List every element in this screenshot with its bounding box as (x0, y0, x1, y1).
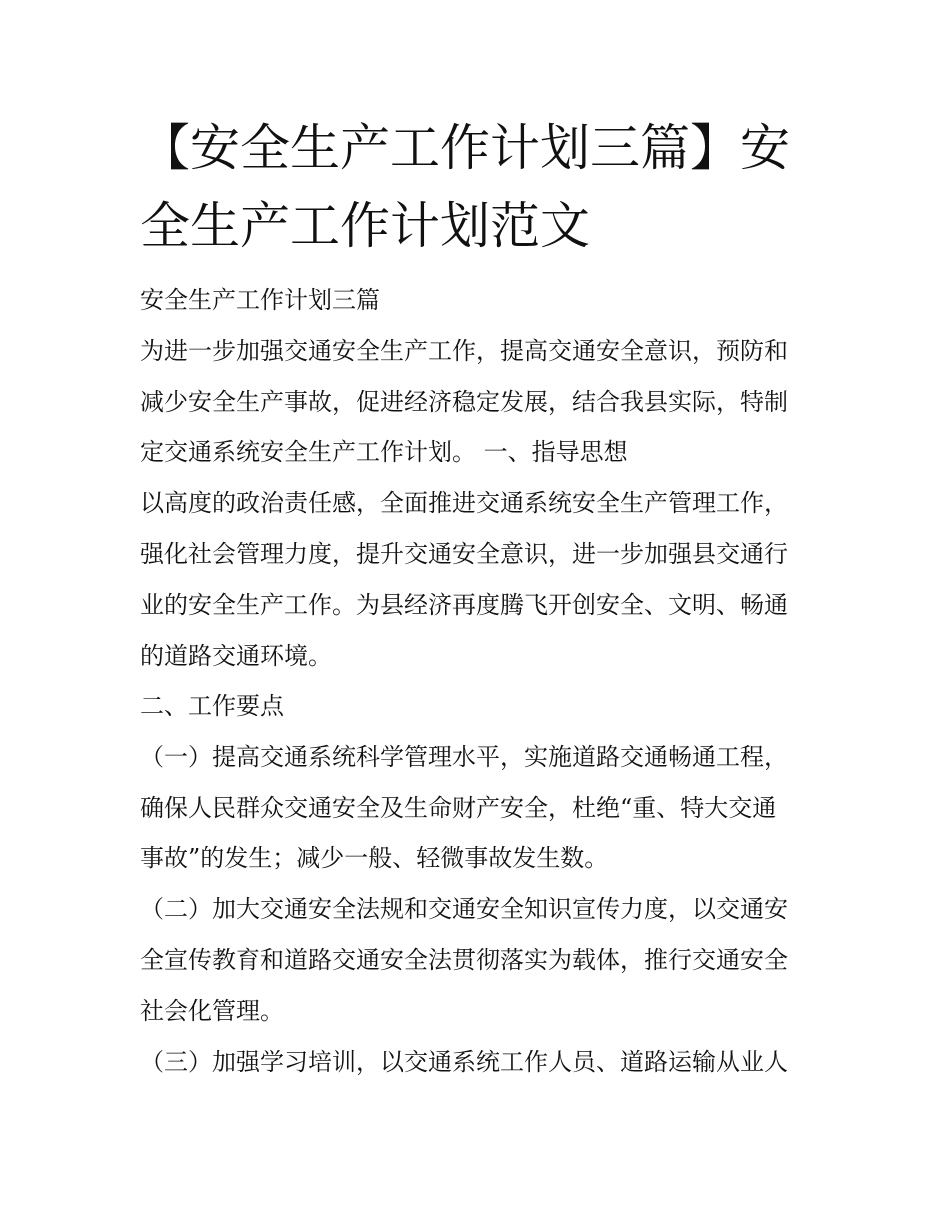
paragraph-line: （二）加大交通安全法规和交通安全知识宣传力度，以交通安 (140, 895, 788, 923)
paragraph-line: 减少安全生产事故，促进经济稳定发展，结合我县实际，特制 (140, 388, 788, 416)
paragraph-line: 为进一步加强交通安全生产工作，提高交通安全意识，预防和 (140, 337, 788, 365)
paragraph-line: 全宣传教育和道路交通安全法贯彻落实为载体，推行交通安全 (140, 946, 788, 974)
paragraph-line: 社会化管理。 (140, 997, 284, 1025)
document-title-line-1: 【安全生产工作计划三篇】安 (140, 119, 790, 177)
paragraph-line: （三）加强学习培训，以交通系统工作人员、道路运输从业人 (140, 1048, 788, 1076)
paragraph-line: 定交通系统安全生产工作计划。 一、指导思想 (140, 438, 628, 466)
section-heading: 二、工作要点 (140, 692, 284, 720)
paragraph-line: 业的安全生产工作。为县经济再度腾飞开创安全、文明、畅通 (140, 591, 788, 619)
paragraph-line: 事故”的发生；减少一般、轻微事故发生数。 (140, 844, 609, 872)
paragraph-line: 强化社会管理力度，提升交通安全意识，进一步加强县交通行 (140, 540, 788, 568)
paragraph-line: 确保人民群众交通安全及生命财产安全，杜绝“重、特大交通 (140, 794, 777, 822)
paragraph-line: 以高度的政治责任感，全面推进交通系统安全生产管理工作， (140, 489, 788, 517)
document-title-line-2: 全生产工作计划范文 (140, 197, 590, 255)
subtitle: 安全生产工作计划三篇 (140, 286, 380, 314)
paragraph-line: （一）提高交通系统科学管理水平，实施道路交通畅通工程， (140, 743, 788, 771)
paragraph-line: 的道路交通环境。 (140, 642, 332, 670)
